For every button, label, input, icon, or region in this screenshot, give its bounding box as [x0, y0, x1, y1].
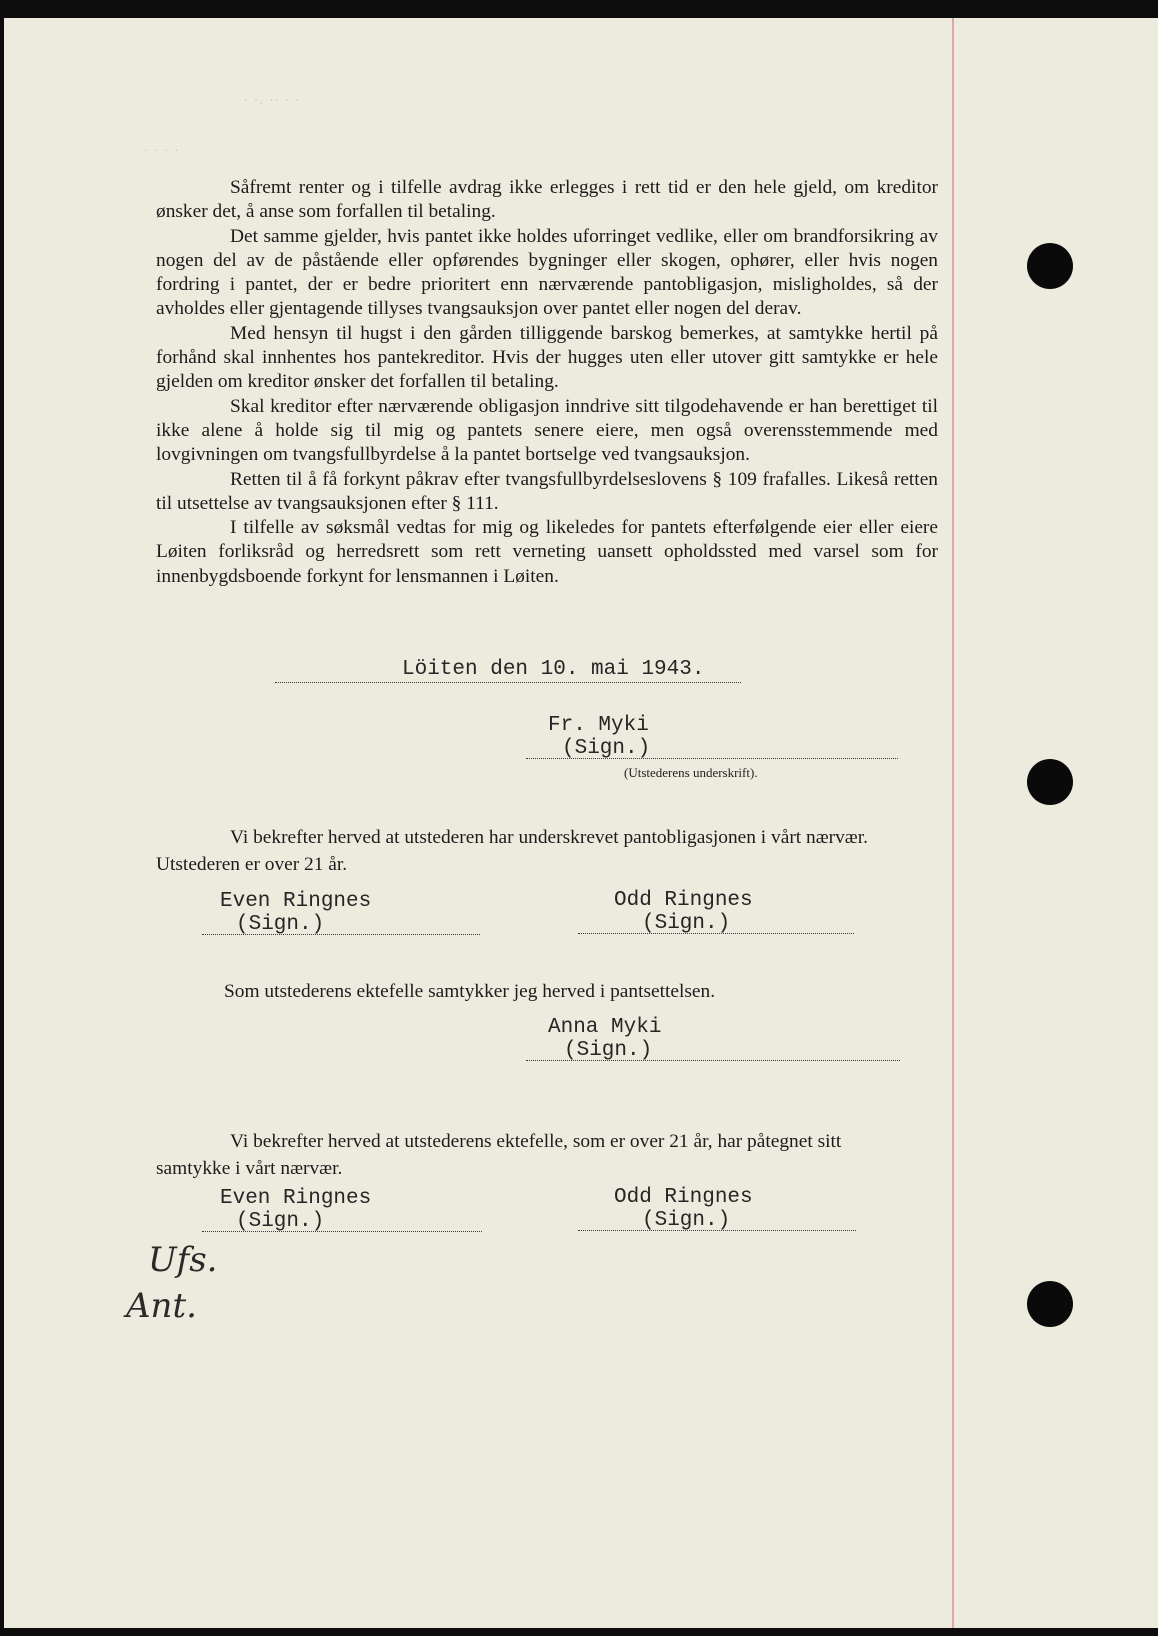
- paragraph-2: Det samme gjelder, hvis pantet ikke holdes uforringet vedlike, eller om brandforsikring av nogen del av de påstående eller opførendes bygninger eller skogen, ophører, eller hvis nogen fordring i pantet, der er bedre prioritert enn nærværende pantobligasjon, misligholdes, så der avholdes eller gjentagende tillyses tvangsauksjon over pantet eller nogen del derav.: [156, 225, 938, 320]
- faint-header-mark-2: · · · ·: [144, 146, 181, 157]
- witness-2-sign: (Sign.): [642, 912, 731, 935]
- punch-hole-bottom: [1027, 1281, 1073, 1327]
- place-date-line: [275, 682, 741, 683]
- issuer-sign: (Sign.): [562, 737, 651, 760]
- punch-hole-top: [1027, 243, 1073, 289]
- paragraph-4: Skal kreditor efter nærværende obligasjon inndrive sitt tilgodehavende er han berettiget til ikke alene å holde sig til mig og pantets senere eiere, men også overensstemmende med lovgivningen om tvangsfullbyrdelse å la pantet bortselge ved tvangsauksjon.: [156, 395, 938, 466]
- handwritten-note-2: Ant.: [126, 1286, 197, 1326]
- witness-1-line: [202, 934, 480, 935]
- paragraph-3: Med hensyn til hugst i den gården tilliggende barskog bemerkes, at samtykke hertil på forhånd skal innhentes hos pantekreditor. Hvis der hugges uten eller utover gitt samtykke er hele gjelden om kreditor ønsker det forfallen til betaling.: [156, 322, 938, 393]
- witness-statement-2: [156, 1128, 902, 1182]
- witness-1-name: Even Ringnes: [220, 890, 372, 913]
- punch-hole-middle: [1027, 759, 1073, 805]
- witness-4-sign: (Sign.): [642, 1209, 731, 1232]
- witness-3-sign: (Sign.): [236, 1210, 325, 1233]
- document-page: [4, 18, 1158, 1628]
- witness-2-name: Odd Ringnes: [614, 889, 753, 912]
- witness-2-line: [578, 933, 854, 934]
- witness-4-line: [578, 1230, 856, 1231]
- paragraph-6: I tilfelle av søksmål vedtas for mig og likeledes for pantets efterfølgende eier eller eiere Løiten forliksråd og herredsrett som rett verneting uansett opholdssted med varsel som for innenbygdsboende forkynt for lensmannen i Løiten.: [156, 517, 938, 587]
- spouse-sign: (Sign.): [564, 1039, 653, 1062]
- witness-4-name: Odd Ringnes: [614, 1186, 753, 1209]
- witness-3-name: Even Ringnes: [220, 1187, 372, 1210]
- spouse-signature-line: [526, 1060, 900, 1061]
- issuer-name: Fr. Myki: [548, 714, 649, 737]
- witness-statement-1: [156, 824, 902, 878]
- witness-statement-1-text: Vi bekrefter herved at utstederen har underskrevet pantobligasjonen i vårt nærvær. Utstederen er over 21 år.: [156, 827, 868, 875]
- issuer-caption: (Utstederens underskrift).: [624, 765, 758, 780]
- spouse-name: Anna Myki: [548, 1016, 662, 1039]
- witness-statement-2-text: Vi bekrefter herved at utstederens ektefelle, som er over 21 år, har påtegnet sitt samtykke i vårt nærvær.: [156, 1131, 842, 1179]
- conditions-text: [156, 176, 938, 589]
- place-date: Löiten den 10. mai 1943.: [402, 658, 705, 681]
- issuer-signature-line: [526, 758, 898, 759]
- paragraph-1: Såfremt renter og i tilfelle avdrag ikke erlegges i rett tid er den hele gjeld, om kreditor ønsker det, å anse som forfallen til betaling.: [156, 177, 938, 223]
- handwritten-note-1: Ufs.: [148, 1240, 218, 1280]
- witness-3-line: [202, 1231, 482, 1232]
- witness-1-sign: (Sign.): [236, 913, 325, 936]
- spouse-statement: Som utstederens ektefelle samtykker jeg herved i pantsettelsen.: [224, 981, 716, 1002]
- red-margin-line: [952, 18, 954, 1628]
- faint-header-mark: · ·. ·· · ·: [244, 96, 301, 107]
- paragraph-5: Retten til å få forkynt påkrav efter tvangsfullbyrdelseslovens § 109 frafalles. Likeså retten til utsettelse av tvangsauksjonen efter § 111.: [156, 468, 938, 514]
